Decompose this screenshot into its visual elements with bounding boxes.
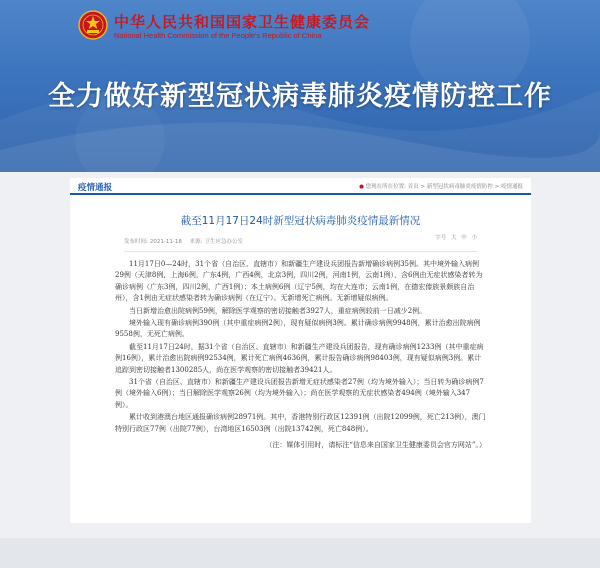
article-paragraph: 当日新增治愈出院病例59例，解除医学观察的密切接触者3927人，重症病例较前一日减少2例。	[129, 306, 427, 315]
source-value: 卫生应急办公室	[204, 239, 243, 245]
content-card	[70, 178, 531, 523]
article-title: 截至11月17日24时新型冠状病毒肺炎疫情最新情况	[180, 215, 421, 227]
footer-strip	[0, 538, 600, 568]
article-meta	[124, 237, 477, 252]
publish-date: 2021-11-18	[149, 239, 182, 245]
banner-slogan: 全力做好新型冠状病毒肺炎疫情防控工作	[48, 81, 552, 112]
font-size-medium-button[interactable]: 中	[461, 235, 467, 241]
font-size-large-button[interactable]: 大	[450, 235, 457, 241]
breadcrumb-separator: >	[420, 184, 426, 190]
breadcrumb-item-epidemic-report[interactable]: 疫情通报	[500, 184, 523, 190]
org-name-cn[interactable]: 中华人民共和国国家卫生健康委员会	[114, 13, 371, 31]
org-name-en: National Health Commission of the People's Republic of China	[114, 31, 322, 40]
breadcrumb	[359, 182, 523, 190]
section-title: 疫情通报	[78, 183, 113, 193]
source-label: 来源:	[189, 239, 203, 245]
font-size-switcher	[432, 233, 477, 241]
breadcrumb-item-home[interactable]: 首页	[407, 184, 419, 190]
location-pin-icon: ●	[359, 184, 364, 190]
breadcrumb-prefix: 您现在所在位置:	[365, 184, 406, 190]
article-paragraph: 31个省（自治区、直辖市）和新疆生产建设兵团报告新增无症状感染者27例（均为境外输入）；当日转为确诊病例7例（境外输入6例）；当日解除医学观察26例（均为境外输入）；尚在医学观察的无症状感染者494例（境外输入347例）。	[115, 378, 484, 409]
header-banner	[0, 0, 600, 172]
citation-note: （注：媒体引用时，请标注“信息来自国家卫生健康委员会官方网站”。）	[265, 441, 486, 450]
font-size-label: 字号	[435, 235, 447, 241]
breadcrumb-separator: >	[494, 184, 500, 190]
section-header-bar	[70, 178, 531, 195]
article-paragraph: 累计收到港澳台地区通报确诊病例28971例。其中，香港特别行政区12391例（出院12099例，死亡213例），澳门特别行政区77例（出院77例），台湾地区16503例（出院13742例，死亡848例）。	[115, 413, 486, 433]
national-emblem-icon[interactable]	[78, 10, 108, 40]
article-paragraph: 境外输入现有确诊病例390例（其中重症病例2例），现有疑似病例3例。累计确诊病例9948例，累计治愈出院病例9558例，无死亡病例。	[115, 319, 481, 339]
font-size-small-button[interactable]: 小	[471, 235, 477, 241]
article-paragraph: 截至11月17日24时，据31个省（自治区、直辖市）和新疆生产建设兵团报告，现有确诊病例1233例（其中重症病例16例），累计治愈出院病例92534例，累计死亡病例4636例，累计报告确诊病例98403例，现有疑似病例3例。累计追踪到密切接触者1300285人，尚在医学观察的密切接触者39421人。	[115, 342, 484, 374]
breadcrumb-item-covid-control[interactable]: 新型冠状病毒肺炎疫情防控	[426, 184, 493, 190]
article-paragraph: 11月17日0—24时，31个省（自治区、直辖市）和新疆生产建设兵团报告新增确诊病例35例。其中境外输入病例29例（天津8例，上海6例，广东4例，广西4例，北京3例，四川2例，河南1例，云南1例），含6例由无症状感染者转为确诊病例（广东3例，四川2例，广西1例）；本土病例6例（辽宁5例，均在大连市；云南1例，在德宏傣族景颇族自治州），含1例由无症状感染者转为确诊病例（在辽宁）。无新增死亡病例。无新增疑似病例。	[115, 260, 483, 303]
article-body	[115, 259, 486, 452]
publish-date-label: 发布时间:	[124, 239, 148, 245]
